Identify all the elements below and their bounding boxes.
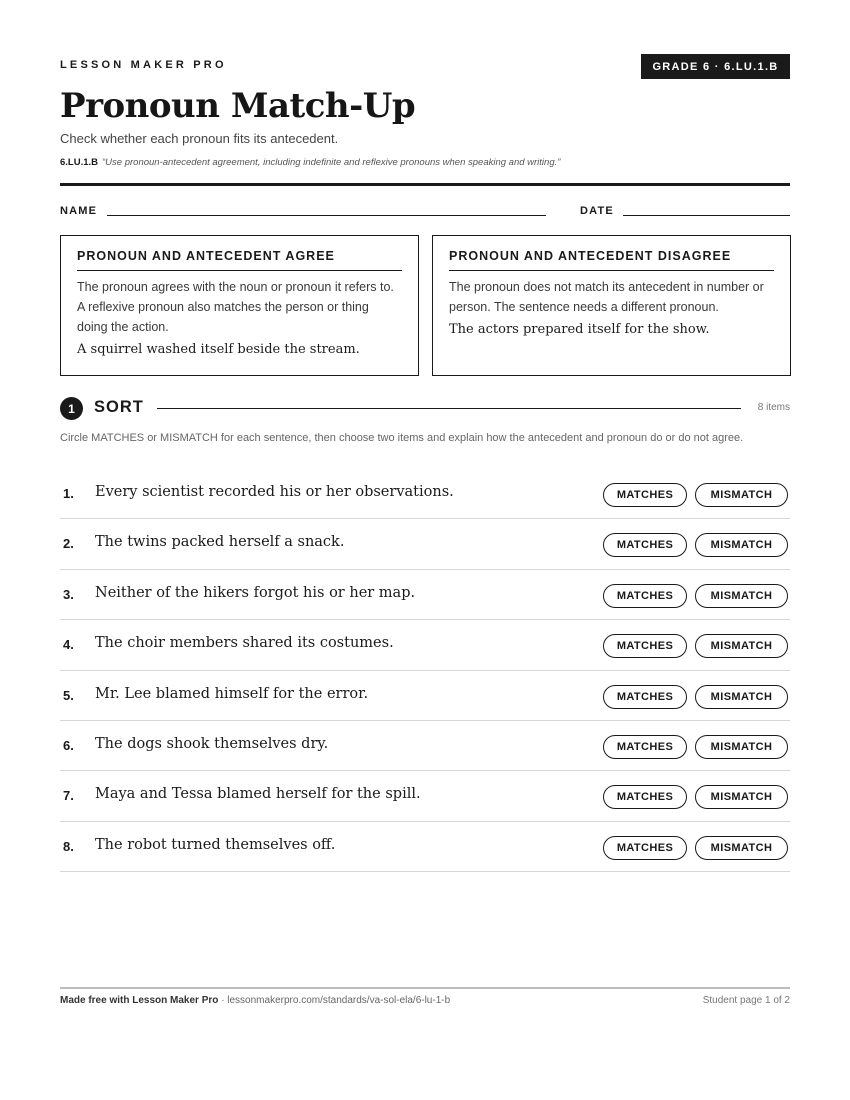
list-item — [60, 519, 790, 569]
sort-item-list — [60, 469, 790, 872]
section-divider — [157, 408, 741, 409]
matches-option[interactable]: MATCHES — [603, 836, 687, 860]
agree-box-title: PRONOUN AND ANTECEDENT AGREE — [77, 249, 402, 271]
mismatch-option[interactable]: MISMATCH — [695, 785, 788, 809]
item-sentence: Every scientist recorded his or her observations. — [95, 484, 454, 500]
grade-badge: GRADE 6 · 6.LU.1.B — [641, 54, 790, 79]
date-label: DATE — [580, 205, 614, 217]
date-field[interactable] — [623, 215, 790, 216]
matches-option[interactable]: MATCHES — [603, 685, 687, 709]
mismatch-option[interactable]: MISMATCH — [695, 836, 788, 860]
name-field[interactable] — [107, 215, 546, 216]
matches-option[interactable]: MATCHES — [603, 735, 687, 759]
mismatch-option[interactable]: MISMATCH — [695, 634, 788, 658]
standard-line — [60, 157, 560, 168]
item-sentence: The robot turned themselves off. — [95, 836, 336, 853]
item-number: 6. — [63, 737, 74, 753]
header-divider — [60, 183, 790, 186]
matches-option[interactable]: MATCHES — [603, 584, 687, 608]
item-number: 3. — [63, 586, 74, 602]
item-number: 4. — [63, 637, 74, 653]
item-number: 5. — [63, 687, 74, 703]
page-subtitle: Check whether each pronoun fits its antecedent. — [60, 131, 339, 146]
mismatch-option[interactable]: MISMATCH — [695, 483, 788, 507]
agree-box-example: A squirrel washed itself beside the stream. — [77, 342, 360, 357]
item-sentence: The choir members shared its costumes. — [95, 635, 394, 652]
section-instructions: Circle MATCHES or MISMATCH for each sentence, then choose two items and explain how the antecedent and pronoun do or do not agree. — [60, 432, 744, 444]
list-item — [60, 469, 790, 519]
disagree-box-title: PRONOUN AND ANTECEDENT DISAGREE — [449, 249, 774, 271]
item-number: 2. — [63, 536, 74, 552]
page-title: Pronoun Match-Up — [60, 86, 416, 126]
standard-code: 6.LU.1.B — [60, 157, 99, 168]
footer-made-with: Made free with Lesson Maker Pro — [60, 995, 219, 1006]
section-number-badge: 1 — [60, 397, 83, 420]
item-number: 7. — [63, 788, 74, 804]
section-item-count: 8 items — [757, 402, 790, 413]
item-sentence: Mr. Lee blamed himself for the error. — [95, 685, 369, 702]
disagree-box — [432, 235, 791, 376]
matches-option[interactable]: MATCHES — [603, 785, 687, 809]
mismatch-option[interactable]: MISMATCH — [695, 685, 788, 709]
agree-box-description: The pronoun agrees with the noun or pronoun it refers to. A reflexive pronoun also matches the person or thing doing the action. — [77, 280, 394, 334]
mismatch-option[interactable]: MISMATCH — [695, 533, 788, 557]
worksheet-page — [60, 0, 790, 1100]
matches-option[interactable]: MATCHES — [603, 483, 687, 507]
item-sentence: Maya and Tessa blamed herself for the spill. — [95, 786, 421, 803]
matches-option[interactable]: MATCHES — [603, 533, 687, 557]
footer-divider — [60, 987, 790, 989]
list-item — [60, 570, 790, 620]
name-label: NAME — [60, 205, 98, 217]
list-item — [60, 620, 790, 670]
list-item — [60, 771, 790, 821]
footer-page-number: Student page 1 of 2 — [702, 995, 790, 1006]
mismatch-option[interactable]: MISMATCH — [695, 584, 788, 608]
brand-name: LESSON MAKER PRO — [60, 59, 227, 71]
section-title: SORT — [94, 398, 144, 416]
list-item — [60, 822, 790, 872]
disagree-box-example: The actors prepared itself for the show. — [449, 322, 710, 337]
matches-option[interactable]: MATCHES — [603, 634, 687, 658]
disagree-box-description: The pronoun does not match its antecedent in number or person. The sentence needs a different pronoun. — [449, 280, 764, 314]
agree-box — [60, 235, 419, 376]
footer-credit — [60, 995, 450, 1006]
item-number: 8. — [63, 838, 74, 854]
standard-text: “Use pronoun-antecedent agreement, including indefinite and reflexive pronouns when speaking and writing.” — [102, 157, 561, 168]
item-sentence: The twins packed herself a snack. — [95, 534, 345, 551]
item-sentence: The dogs shook themselves dry. — [95, 735, 329, 752]
mismatch-option[interactable]: MISMATCH — [695, 735, 788, 759]
footer-url: · lessonmakerpro.com/standards/va-sol-ela/6-lu-1-b — [218, 995, 451, 1006]
list-item — [60, 671, 790, 721]
list-item — [60, 721, 790, 771]
item-sentence: Neither of the hikers forgot his or her map. — [95, 584, 416, 601]
item-number: 1. — [63, 486, 74, 501]
